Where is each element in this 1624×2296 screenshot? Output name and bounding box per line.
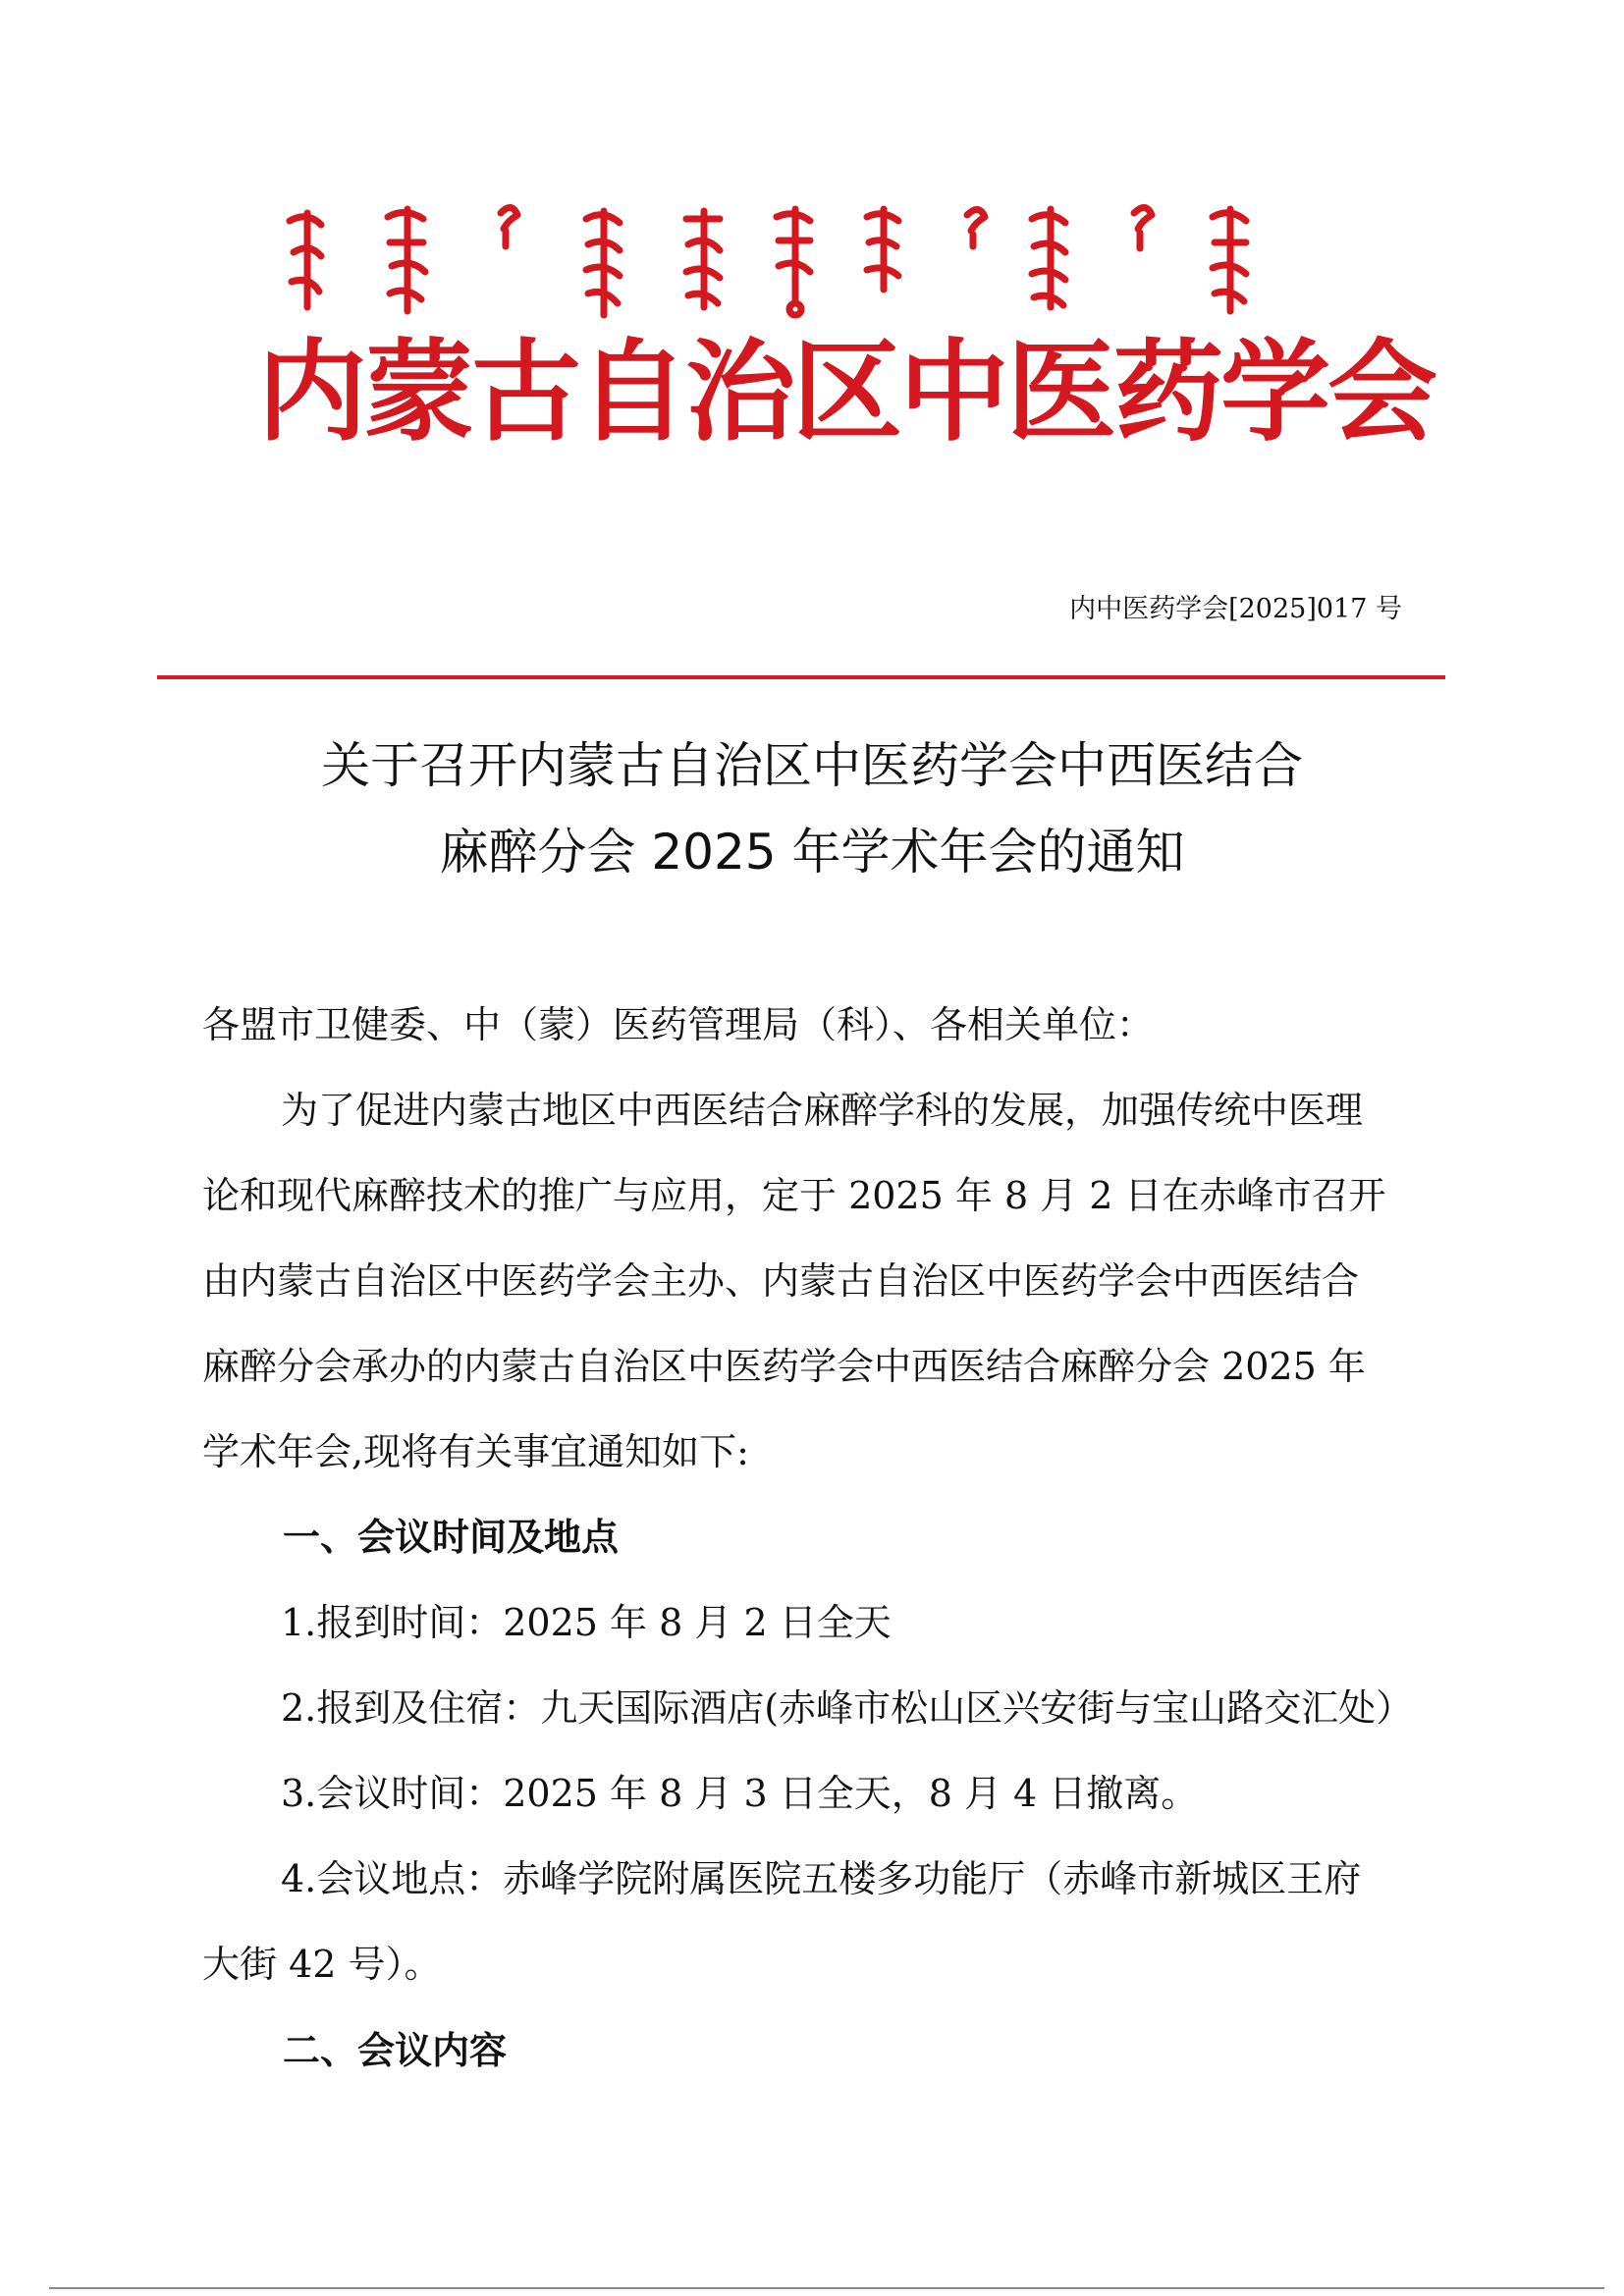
salutation: 各盟市卫健委、中（蒙）医药管理局（科）、各相关单位： <box>202 1003 1155 1046</box>
paragraph-line: 为了促进内蒙古地区中西医结合麻醉学科的发展，加强传统中医理 <box>281 1089 1364 1132</box>
paragraph-line: 麻醉分会承办的内蒙古自治区中医药学会中西医结合麻醉分会 2025 年 <box>202 1345 1366 1388</box>
list-item-meeting-location: 4.会议地点：赤峰学院附属医院五楼多功能厅（赤峰市新城区王府 <box>281 1857 1362 1900</box>
paragraph-line: 由内蒙古自治区中医药学会主办、内蒙古自治区中医药学会中西医结合 <box>202 1259 1360 1303</box>
letterhead-chinese-name: 内蒙古自治区中医药学会 <box>257 329 1435 456</box>
mongolian-script-logo <box>280 191 1335 319</box>
document-number: 内中医药学会[2025]017 号 <box>1069 594 1402 624</box>
paragraph-line: 学术年会,现将有关事宜通知如下: <box>202 1430 749 1473</box>
list-item-registration-lodging: 2.报到及住宿：九天国际酒店(赤峰市松山区兴安街与宝山路交汇处） <box>281 1686 1414 1730</box>
page-bottom-edge <box>49 2287 1604 2289</box>
notice-title-line-2: 麻醉分会 2025 年学术年会的通知 <box>439 824 1185 881</box>
notice-title-line-1: 关于召开内蒙古自治区中医药学会中西医结合 <box>321 737 1303 794</box>
red-divider-line <box>157 675 1445 679</box>
paragraph-line: 论和现代麻醉技术的推广与应用，定于 2025 年 8 月 2 日在赤峰市召开 <box>202 1174 1386 1217</box>
letterhead-mongolian-name <box>280 191 1335 319</box>
section-heading-time-location: 一、会议时间及地点 <box>283 1516 620 1559</box>
list-item-meeting-time: 3.会议时间：2025 年 8 月 3 日全天，8 月 4 日撤离。 <box>281 1772 1199 1815</box>
section-heading-meeting-content: 二、会议内容 <box>283 2029 508 2072</box>
list-item-meeting-location-cont: 大街 42 号）。 <box>202 1943 442 1986</box>
list-item-registration-time: 1.报到时间：2025 年 8 月 2 日全天 <box>281 1601 892 1644</box>
